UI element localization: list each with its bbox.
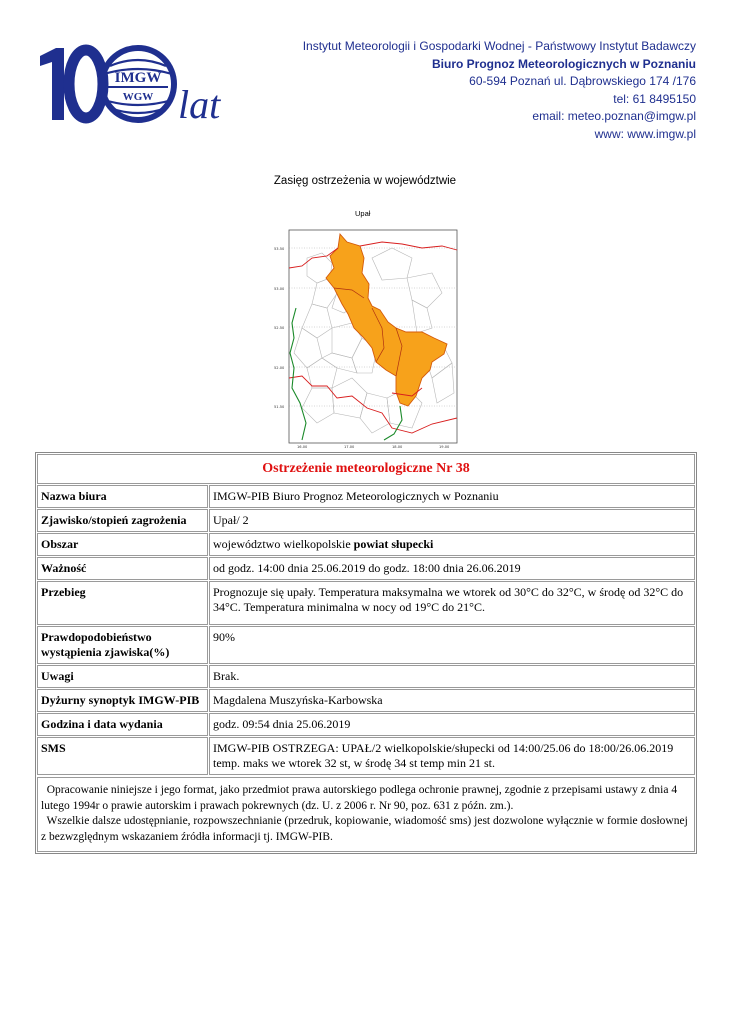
row-label: Godzina i data wydania (37, 713, 208, 736)
institute-name: Instytut Meteorologii i Gospodarki Wodnej - Państwowy Instytut Badawczy (302, 39, 696, 53)
row-value: Upał/ 2 (209, 509, 695, 532)
svg-text:WGW: WGW (122, 91, 154, 103)
table-row (37, 509, 695, 532)
email: email: meteo.poznan@imgw.pl (532, 109, 696, 123)
lat-label: 53.00 (274, 287, 285, 291)
row-value: Prognozuje się upały. Temperatura maksymalna we wtorek od 30°C do 32°C, w środę od 32°C do 34°C. Temperatura minimalna w nocy od 19°C do 21°C. (209, 581, 695, 625)
row-value: 90% (209, 626, 695, 664)
warning-title: Ostrzeżenie meteorologiczne Nr 38 (37, 454, 695, 484)
logo-imgw-text: IMGW (114, 70, 162, 86)
area-voivodeship: województwo wielkopolskie (213, 537, 351, 551)
row-label: Przebieg (37, 581, 208, 625)
table-row (37, 581, 695, 625)
table-row (37, 557, 695, 580)
lon-label: 19.00 (439, 445, 450, 449)
lon-label: 17.00 (344, 445, 355, 449)
table-row (37, 485, 695, 508)
table-row (37, 737, 695, 775)
row-value: Brak. (209, 665, 695, 688)
row-label: Uwagi (37, 665, 208, 688)
table-row (37, 533, 695, 556)
row-value (209, 533, 695, 556)
lon-label: 18.00 (392, 445, 403, 449)
row-label: SMS (37, 737, 208, 775)
lat-label: 52.00 (274, 366, 285, 370)
row-label: Nazwa biura (37, 485, 208, 508)
table-row (37, 665, 695, 688)
row-label: Prawdopodobieństwo wystąpienia zjawiska(%) (37, 626, 208, 664)
row-value: IMGW-PIB Biuro Prognoz Meteorologicznych w Poznaniu (209, 485, 695, 508)
row-value: IMGW-PIB OSTRZEGA: UPAŁ/2 wielkopolskie/słupecki od 14:00/25.06 do 18:00/26.06.2019 temp. maks we wtorek 32 st, w środę 34 st temp min 21 st. (209, 737, 695, 775)
warning-table (35, 452, 697, 854)
warning-area-map (272, 228, 462, 450)
imgw-100-lat-logo (38, 44, 223, 124)
phone: tel: 61 8495150 (613, 91, 696, 106)
lat-label: 53.50 (274, 247, 285, 251)
logo-lat-text: lat (178, 82, 221, 124)
row-label: Dyżurny synoptyk IMGW-PIB (37, 689, 208, 712)
row-label: Zjawisko/stopień zagrożenia (37, 509, 208, 532)
map-title: Zasięg ostrzeżenia w województwie (273, 175, 457, 187)
copyright-text: Opracowanie niniejsze i jego format, jako przedmiot prawa autorskiego podlega ochronie prawnej, zgodnie z przepisami ustawy z dnia 4 lutego 1994r o prawie autorskim i prawach pokrewnych (dz. U. z 2006 r. Nr 90, poz. 631 z późn. zm.). (41, 784, 678, 812)
office-name: Biuro Prognoz Meteorologicznych w Poznaniu (431, 56, 696, 71)
logo-graphic (38, 44, 223, 124)
row-label: Obszar (37, 533, 208, 556)
area-county: powiat słupecki (353, 537, 434, 551)
lat-label: 52.50 (274, 326, 285, 330)
copyright-notice (37, 777, 695, 852)
table-row (37, 689, 695, 712)
row-value: Magdalena Muszyńska-Karbowska (209, 689, 695, 712)
table-row (37, 626, 695, 664)
website: www: www.imgw.pl (594, 126, 696, 141)
address: 60-594 Poznań ul. Dąbrowskiego 174 /176 (469, 74, 696, 88)
table-row (37, 713, 695, 736)
lat-label: 51.50 (274, 405, 285, 409)
map-subtitle: Upał (355, 209, 371, 218)
lon-label: 16.00 (297, 445, 308, 449)
row-value: godz. 09:54 dnia 25.06.2019 (209, 713, 695, 736)
redistribution-text: Wszelkie dalsze udostępnianie, rozpowszechnianie (przedruk, kopiowanie, wiadomość sms) jest dozwolone wyłącznie w formie dosłownej z bezwzględnym wskazaniem źródła informacji tj. IMGW-PIB. (41, 815, 688, 843)
row-value: od godz. 14:00 dnia 25.06.2019 do godz. 18:00 dnia 26.06.2019 (209, 557, 695, 580)
institute-header (303, 38, 696, 143)
row-label: Ważność (37, 557, 208, 580)
